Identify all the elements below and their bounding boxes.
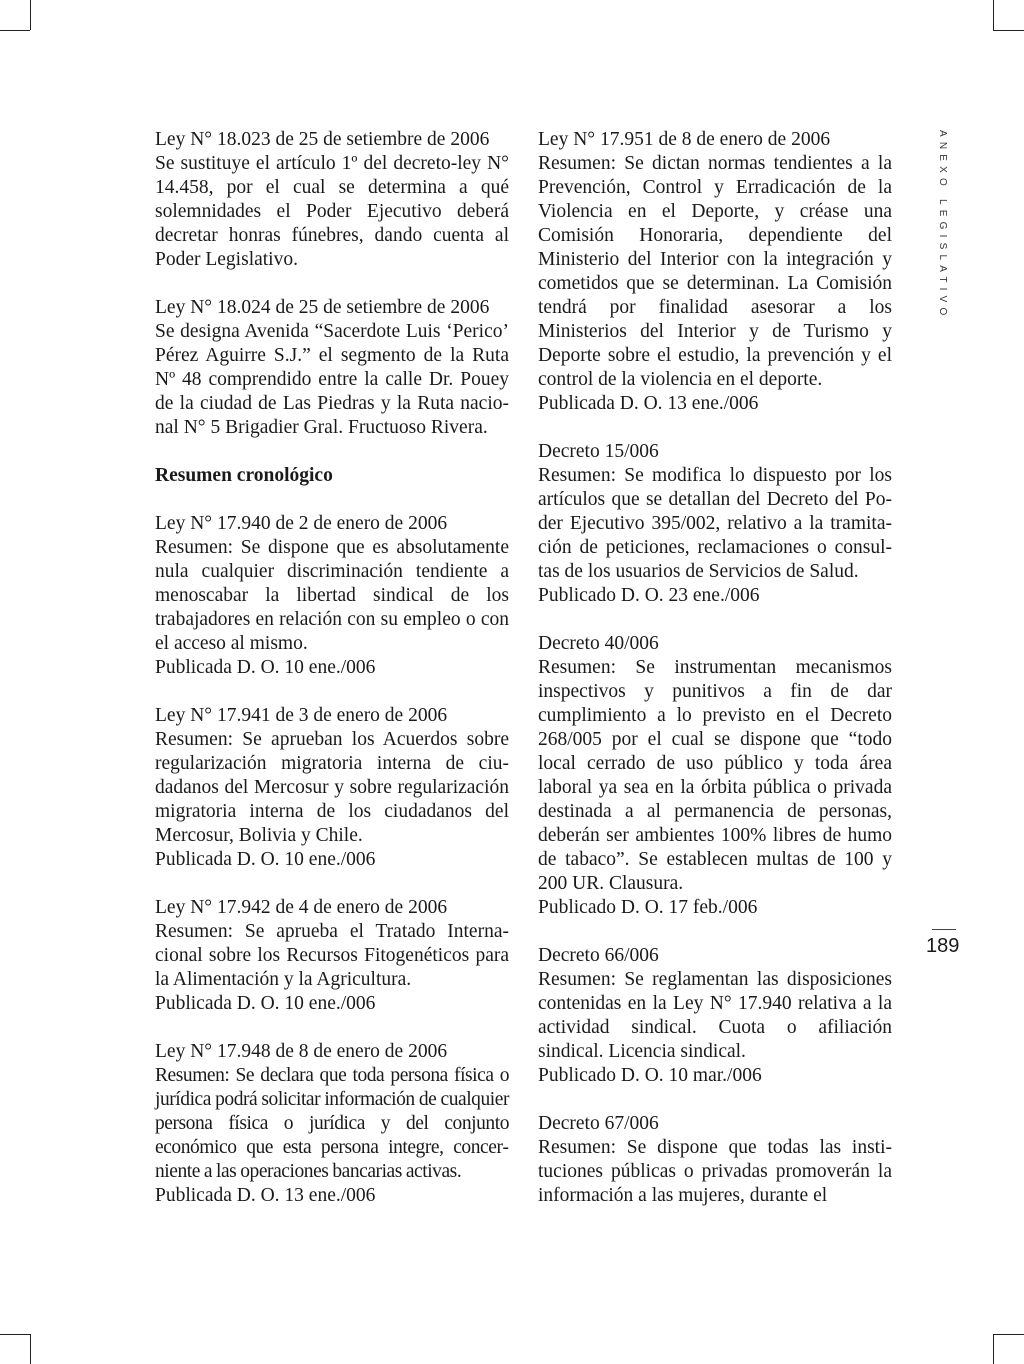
law-entry: [155, 128, 509, 272]
running-header: ANEXO LEGISLATIVO: [937, 130, 948, 321]
entry-title: Ley N° 18.024 de 25 de setiembre de 2006: [155, 297, 490, 318]
entry-title: Decreto 40/006: [538, 633, 659, 654]
crop-mark: [0, 1334, 30, 1335]
crop-mark: [30, 1334, 31, 1364]
decree-entry: [538, 1112, 892, 1208]
crop-mark: [993, 1334, 1024, 1335]
entry-body: Se sustituye el artículo 1º del decreto-ley N° 14.458, por el cual se determina a qué solemnidades el Poder Ejecutivo deberá decretar honras fúnebres, dando cuenta al Poder Legislativo.: [155, 153, 509, 270]
entry-published: Publicada D. O. 10 ene./006: [155, 849, 376, 870]
left-column: [155, 128, 509, 1232]
law-entry: [155, 296, 509, 440]
entry-body: Resumen: Se dispone que es absolutamente nula cualquier discriminación tendiente a menoscabar la libertad sindical de los trabajadores en relación con su empleo o con el acceso al mismo.: [155, 537, 509, 654]
entry-title: Ley N° 17.941 de 3 de enero de 2006: [155, 705, 448, 726]
entry-body: Resumen: Se aprueban los Acuerdos sobre regularización migratoria interna de ciudadanos del Mercosur y sobre regularización migratoria interna de los ciudadanos del Mercosur, Bolivia y Chile.: [155, 729, 509, 846]
entry-published: Publicado D. O. 23 ene./006: [538, 585, 760, 606]
crop-mark: [30, 0, 31, 30]
entry-body: Se designa Avenida “Sacerdote Luis ‘Perico’ Pérez Aguirre S.J.” el segmento de la Ruta Nº 48 comprendido entre la calle Dr. Pouey de la ciudad de Las Piedras y la Ruta nacional N° 5 Brigadier Gral. Fructuoso Rivera.: [155, 321, 509, 438]
crop-mark: [993, 0, 994, 30]
page-number: 189: [926, 935, 960, 957]
entry-published: Publicado D. O. 10 mar./006: [538, 1065, 762, 1086]
decree-entry: [538, 440, 892, 608]
law-entry: [155, 896, 509, 1016]
right-column: [538, 128, 892, 1232]
entry-title: Ley N° 17.948 de 8 de enero de 2006: [155, 1041, 448, 1062]
crop-mark: [993, 1334, 994, 1364]
entry-published: Publicada D. O. 10 ene./006: [155, 993, 376, 1014]
entry-title: Ley N° 17.942 de 4 de enero de 2006: [155, 897, 448, 918]
law-entry: [155, 512, 509, 680]
crop-mark: [0, 30, 30, 31]
entry-title: Ley N° 17.940 de 2 de enero de 2006: [155, 513, 448, 534]
entry-published: Publicado D. O. 17 feb./006: [538, 897, 758, 918]
entry-published: Publicada D. O. 10 ene./006: [155, 657, 376, 678]
entry-published: Publicada D. O. 13 ene./006: [155, 1185, 376, 1206]
entry-body: Resumen: Se dispone que todas las instituciones públicas o privadas promoverán la información a las mujeres, durante el: [538, 1137, 892, 1206]
entry-title: Decreto 66/006: [538, 945, 659, 966]
section-heading: Resumen cronológico: [155, 465, 333, 486]
crop-mark: [993, 30, 1024, 31]
decree-entry: [538, 632, 892, 920]
law-entry: [538, 128, 892, 416]
entry-body: Resumen: Se dictan normas tendientes a la Prevención, Control y Erradicación de la Violencia en el Deporte, y créase una Comisión Honoraria, dependiente del Ministerio del Interior con la integración y cometidos que se determinan. La Comisión tendrá por finalidad asesorar a los Ministerios del Interior y de Turismo y Deporte sobre el estudio, la prevención y el control de la violencia en el deporte.: [538, 153, 892, 390]
entry-title: Decreto 67/006: [538, 1113, 659, 1134]
entry-body: Resumen: Se declara que toda persona física o jurídica podrá solicitar información de cualquier persona física o jurídica y del conjunto económico que esta persona integre, concerniente a las operaciones bancarias activas.: [155, 1065, 509, 1182]
entry-body: Resumen: Se reglamentan las disposiciones contenidas en la Ley N° 17.940 relativa a la actividad sindical. Cuota o afiliación sindical. Licencia sindical.: [538, 969, 892, 1062]
entry-published: Publicada D. O. 13 ene./006: [538, 393, 759, 414]
page-number-rule: [932, 929, 956, 930]
entry-body: Resumen: Se instrumentan mecanismos inspectivos y punitivos a fin de dar cumplimiento a lo previsto en el Decreto 268/005 por el cual se dispone que “todo local cerrado de uso público y toda área laboral ya sea en la órbita pública o privada destinada a al permanencia de personas, deberán ser ambientes 100% libres de humo de tabaco”. Se establecen multas de 100 y 200 UR. Clausura.: [538, 657, 892, 894]
entry-body: Resumen: Se modifica lo dispuesto por los artículos que se detallan del Decreto del Poder Ejecutivo 395/002, relativo a la tramitación de peticiones, reclamaciones o consultas de los usuarios de Servicios de Salud.: [538, 465, 892, 582]
entry-title: Ley N° 17.951 de 8 de enero de 2006: [538, 129, 831, 150]
law-entry: [155, 704, 509, 872]
entry-title: Ley N° 18.023 de 25 de setiembre de 2006: [155, 129, 490, 150]
law-entry: [155, 1040, 509, 1208]
entry-body: Resumen: Se aprueba el Tratado Internacional sobre los Recursos Fitogenéticos para la Alimentación y la Agricultura.: [155, 921, 509, 990]
entry-title: Decreto 15/006: [538, 441, 659, 462]
decree-entry: [538, 944, 892, 1088]
